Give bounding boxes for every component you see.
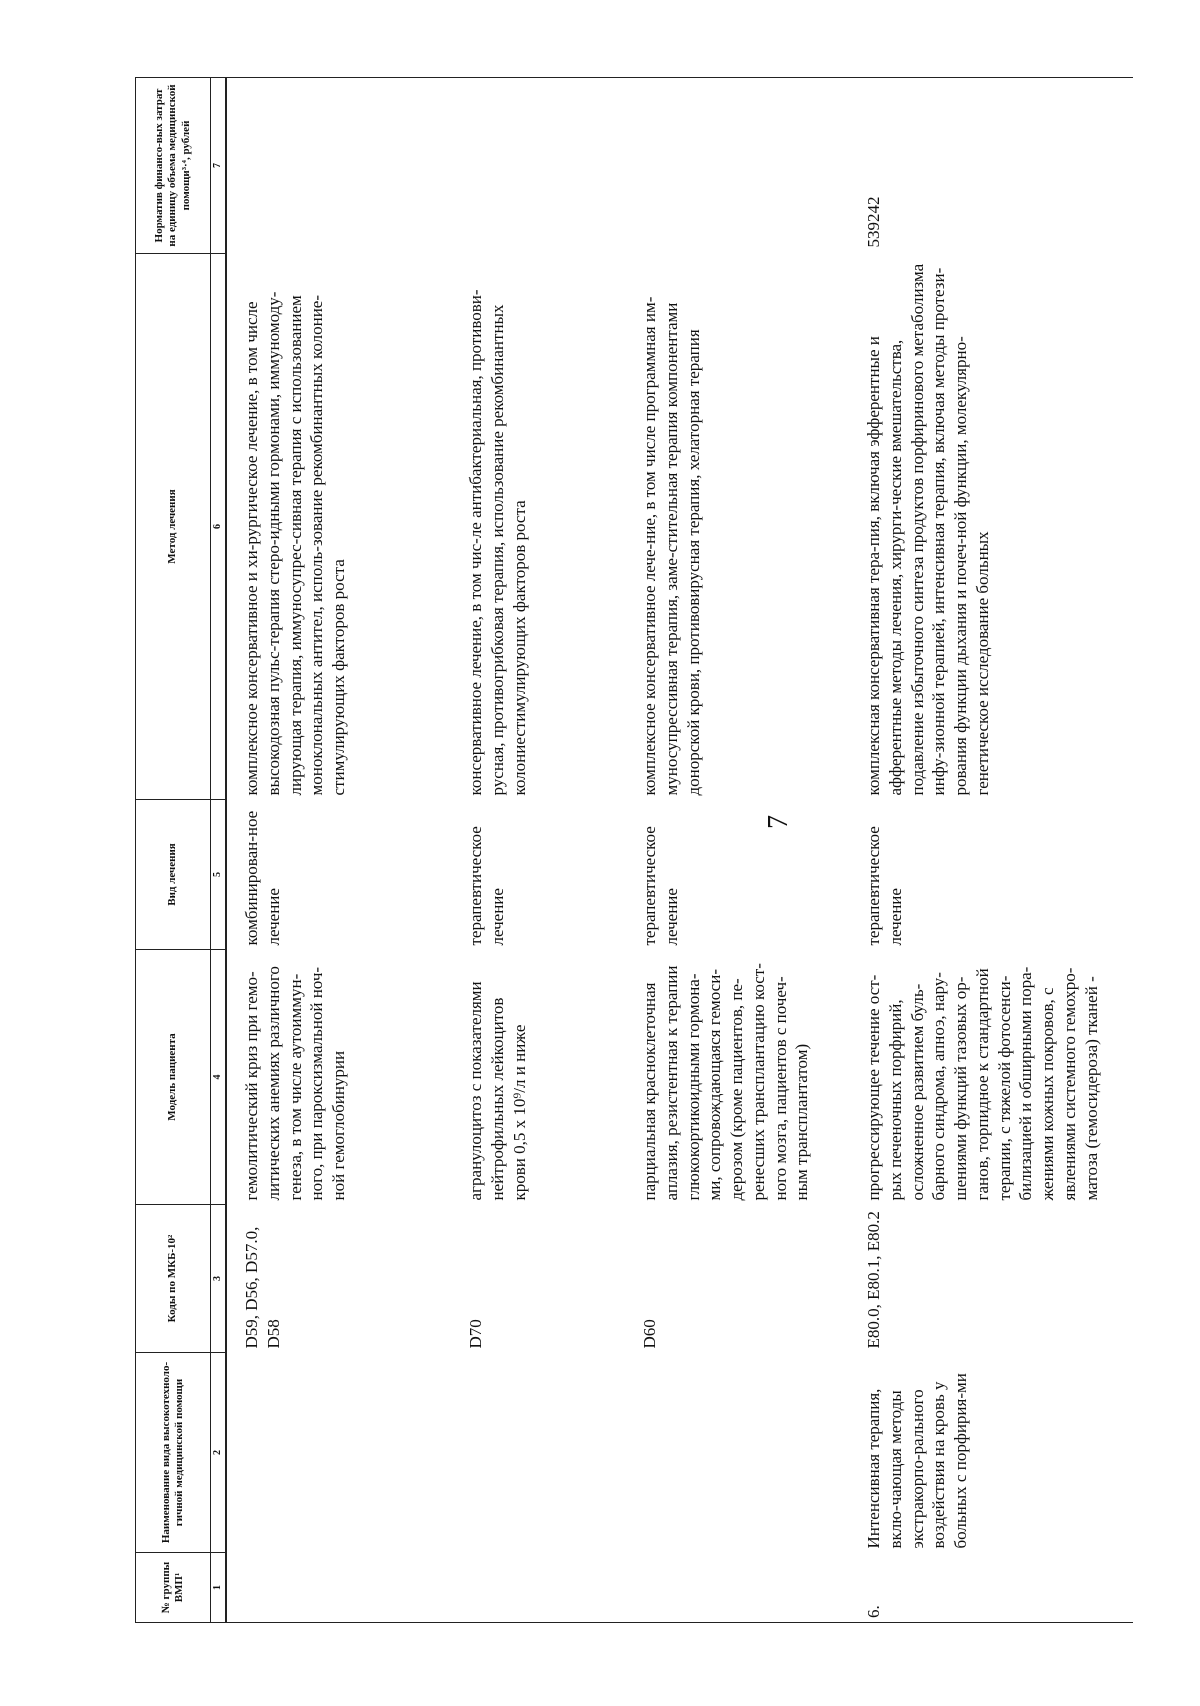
header-row (136, 78, 211, 1623)
table-row (451, 78, 625, 1623)
column-number: 4 (211, 950, 227, 1205)
vmp-name-cell: Интенсивная терапия, вклю-чающая методы экстракорпо-рального воздействия на кровь у больных с порфирия-ми (864, 1373, 970, 1549)
header-group-number: № группы ВМП¹ (136, 1553, 211, 1623)
cost-norm-cell (226, 78, 451, 254)
page-number: 7 (763, 815, 794, 829)
patient-model-cell: гемолитический криз при гемо-литических анемиях различного генеза, в том числе аутоиммун-ного, при пароксизмальной ноч-ной гемоглобинурии (242, 966, 348, 1201)
treatment-type-cell: терапевтическое лечение (466, 826, 507, 946)
icd-codes-cell: D70 (466, 1319, 485, 1349)
patient-model-cell: парциальная красноклеточная аплазия, резистентная к терапии глюкокортикоидными гормона-ми, сопровождающаяся гемоси-дерозом (кроме пациентов, пе-ренесших трансплантацию кост-ного мозга, пациентов с почеч-ным трансплантатом) (640, 963, 812, 1201)
group-number-cell (451, 1553, 625, 1623)
column-number: 3 (211, 1205, 227, 1353)
vmp-name-cell (226, 1353, 451, 1553)
table-row (849, 78, 1133, 1623)
rotated-table-sheet (135, 78, 1200, 1623)
treatment-method-cell: комплексная консервативная тера-пия, включая эфферентные и афферентные методы лечения, хирурги-ческие вмешательства, подавление избыточного синтеза продуктов порфиринового метаболизма инфу-зионной терапией, интенсивная терапия, включая методы протези-рования функции дыхания и почеч-ной функции, молекулярно-генетическое исследование больных (864, 263, 992, 796)
cost-norm-cell (451, 78, 625, 254)
group-number-cell (625, 1553, 849, 1623)
treatment-method-cell: комплексное консервативное лече-ние, в том числе программная им-муносупрессивная терапия, заме-стительная терапия компонентами донорской крови, противовирусная терапия, хелаторная терапия (640, 296, 703, 796)
header-cost-norm: Норматив финансо-вых затрат на единицу объема медицинской помощи³·⁴, рублей (136, 78, 211, 254)
treatment-type-cell: терапевтическое лечение (864, 826, 905, 946)
icd-codes-cell: D59, D56, D57.0, D58 (242, 1226, 283, 1349)
group-number-cell (226, 1553, 451, 1623)
treatment-method-cell: консервативное лечение, в том чис-ле антибактериальная, противови-русная, противогрибковая терапия, использование рекомбинантных колониестимулирующих факторов роста (466, 289, 529, 796)
table-row (226, 78, 451, 1623)
cost-norm-cell (625, 78, 849, 254)
vmp-table (135, 77, 1133, 1623)
header-icd-codes: Коды по МКБ-10² (136, 1205, 211, 1353)
column-number: 1 (211, 1553, 227, 1623)
cost-norm-cell: 539242 (849, 78, 1133, 254)
column-number: 7 (211, 78, 227, 254)
vmp-name-cell (451, 1353, 625, 1553)
header-treatment-type: Вид лечения (136, 800, 211, 950)
patient-model-cell: прогрессирующее течение ост-рых печеночных порфирий, осложненное развитием буль-барного синдрома, апноэ, нару-шениями функций тазовых ор-ганов, торпидное к стандартной терапии, с тяжелой фотосенси-билизацией и обширными пора-жениями кожных покровов, с явлениями системного гемохро-матоза (гемосидероза) тканей - (864, 966, 1101, 1201)
column-number: 2 (211, 1353, 227, 1553)
icd-codes-cell: D60 (640, 1319, 659, 1349)
column-number-row (211, 78, 227, 1623)
column-number: 6 (211, 254, 227, 800)
table-row (625, 78, 849, 1623)
column-number: 5 (211, 800, 227, 950)
header-treatment-method: Метод лечения (136, 254, 211, 800)
treatment-type-cell: комбинирован-ное лечение (242, 810, 283, 946)
group-number-cell: 6. (849, 1553, 1133, 1623)
icd-codes-cell: E80.0, E80.1, E80.2 (864, 1211, 883, 1349)
vmp-name-cell (625, 1353, 849, 1553)
header-vmp-name: Наименование вида высокотехноло-гичной медицинской помощи (136, 1353, 211, 1553)
treatment-type-cell: терапевтическое лечение (640, 826, 681, 946)
treatment-method-cell: комплексное консервативное и хи-рургическое лечение, в том числе высокодозная пульс-терапия стеро-идными гормонами, иммуномоду-лирующая терапия, иммуносупрес-сивная терапия с использованием моноклональных антител, исполь-зование рекомбинантных колоние-стимулирующих факторов роста (242, 291, 348, 796)
header-patient-model: Модель пациента (136, 950, 211, 1205)
patient-model-cell: агранулоцитоз с показателями нейтрофильных лейкоцитов крови 0,5 x 10⁹/л и ниже (466, 981, 529, 1201)
